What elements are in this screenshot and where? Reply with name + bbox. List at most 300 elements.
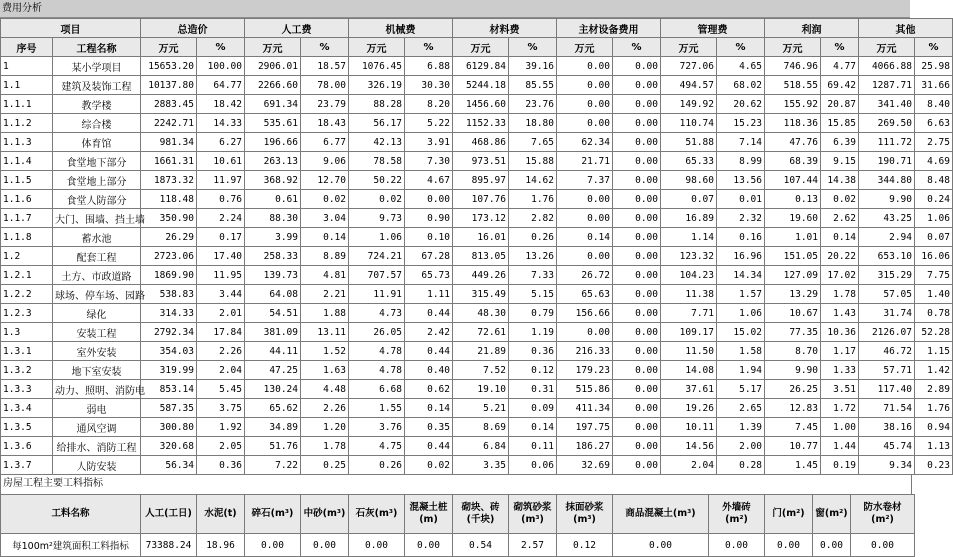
value-cell: 46.72	[859, 342, 915, 361]
value-cell: 18.57	[301, 57, 349, 76]
value-cell: 67.28	[405, 247, 453, 266]
value-cell: 8.70	[765, 342, 821, 361]
value-cell: 151.05	[765, 247, 821, 266]
value-cell: 691.34	[245, 95, 301, 114]
value-cell: 5.21	[453, 399, 509, 418]
value-cell: 4.78	[349, 361, 405, 380]
value-cell: 0.00	[613, 95, 661, 114]
value-cell: 263.13	[245, 152, 301, 171]
value-cell: 4.77	[821, 57, 859, 76]
header-sub-cell: 万元	[245, 38, 301, 57]
project-name: 土方、市政道路	[53, 266, 141, 285]
value-cell: 2.24	[197, 209, 245, 228]
value-cell: 0.44	[405, 304, 453, 323]
value-cell: 535.61	[245, 114, 301, 133]
value-cell: 197.75	[557, 418, 613, 437]
table-row	[1, 266, 953, 285]
material-header-cell: 防水卷材(m²)	[851, 495, 915, 534]
row-number: 1.1.2	[1, 114, 53, 133]
table-row	[1, 304, 953, 323]
row-number: 1.3.7	[1, 456, 53, 475]
value-cell: 5244.18	[453, 76, 509, 95]
value-cell: 320.68	[141, 437, 197, 456]
value-cell: 14.62	[509, 171, 557, 190]
value-cell: 2.00	[717, 437, 765, 456]
value-cell: 16.06	[915, 247, 953, 266]
table-row	[1, 152, 953, 171]
row-number: 1.1.8	[1, 228, 53, 247]
table-row	[1, 57, 953, 76]
value-cell: 18.80	[509, 114, 557, 133]
value-cell: 0.62	[405, 380, 453, 399]
row-number: 1.3.5	[1, 418, 53, 437]
header-group-cell: 管理费	[661, 19, 765, 38]
project-name: 配套工程	[53, 247, 141, 266]
value-cell: 107.44	[765, 171, 821, 190]
value-cell: 14.56	[661, 437, 717, 456]
value-cell: 0.00	[613, 171, 661, 190]
header-sub-cell: %	[301, 38, 349, 57]
material-header-row	[1, 495, 915, 534]
value-cell: 20.87	[821, 95, 859, 114]
value-cell: 0.40	[405, 361, 453, 380]
material-header-cell: 碎石(m³)	[245, 495, 301, 534]
value-cell: 1.00	[821, 418, 859, 437]
project-name: 食堂地上部分	[53, 171, 141, 190]
value-cell: 2.26	[301, 399, 349, 418]
value-cell: 2792.34	[141, 323, 197, 342]
value-cell: 258.33	[245, 247, 301, 266]
value-cell: 15.23	[717, 114, 765, 133]
project-name: 通风空调	[53, 418, 141, 437]
value-cell: 1.39	[717, 418, 765, 437]
value-cell: 71.54	[859, 399, 915, 418]
value-cell: 0.00	[613, 418, 661, 437]
value-cell: 7.30	[405, 152, 453, 171]
value-cell: 56.17	[349, 114, 405, 133]
value-cell: 1.01	[765, 228, 821, 247]
value-cell: 39.16	[509, 57, 557, 76]
row-number: 1	[1, 57, 53, 76]
header-sub-cell: %	[717, 38, 765, 57]
value-cell: 11.97	[197, 171, 245, 190]
value-cell: 32.69	[557, 456, 613, 475]
value-cell: 2.04	[661, 456, 717, 475]
material-value-cell: 73388.24	[141, 534, 197, 557]
value-cell: 0.00	[613, 456, 661, 475]
row-number: 1.1.3	[1, 133, 53, 152]
value-cell: 0.79	[509, 304, 557, 323]
value-cell: 1.20	[301, 418, 349, 437]
value-cell: 1.06	[349, 228, 405, 247]
value-cell: 26.29	[141, 228, 197, 247]
value-cell: 1.45	[765, 456, 821, 475]
value-cell: 18.43	[301, 114, 349, 133]
value-cell: 117.40	[859, 380, 915, 399]
value-cell: 0.10	[405, 228, 453, 247]
value-cell: 0.76	[197, 190, 245, 209]
value-cell: 0.00	[557, 114, 613, 133]
value-cell: 51.76	[245, 437, 301, 456]
value-cell: 1.63	[301, 361, 349, 380]
value-cell: 78.00	[301, 76, 349, 95]
value-cell: 0.00	[613, 209, 661, 228]
value-cell: 1.06	[717, 304, 765, 323]
value-cell: 1.15	[915, 342, 953, 361]
value-cell: 5.45	[197, 380, 245, 399]
value-cell: 354.03	[141, 342, 197, 361]
table-row	[1, 380, 953, 399]
material-header-cell: 混凝土桩(m)	[405, 495, 453, 534]
value-cell: 653.10	[859, 247, 915, 266]
value-cell: 3.99	[245, 228, 301, 247]
table-row	[1, 285, 953, 304]
value-cell: 8.99	[717, 152, 765, 171]
value-cell: 813.05	[453, 247, 509, 266]
material-header-cell: 工料名称	[1, 495, 141, 534]
material-value-cell: 0.00	[405, 534, 453, 557]
value-cell: 0.00	[613, 114, 661, 133]
project-name: 室外安装	[53, 342, 141, 361]
value-cell: 10137.80	[141, 76, 197, 95]
value-cell: 0.00	[613, 266, 661, 285]
table-row	[1, 399, 953, 418]
value-cell: 0.00	[613, 57, 661, 76]
table-row	[1, 418, 953, 437]
material-header-cell: 石灰(m³)	[349, 495, 405, 534]
value-cell: 0.31	[509, 380, 557, 399]
value-cell: 9.06	[301, 152, 349, 171]
value-cell: 319.99	[141, 361, 197, 380]
value-cell: 0.02	[821, 190, 859, 209]
value-cell: 1.58	[717, 342, 765, 361]
value-cell: 7.45	[765, 418, 821, 437]
value-cell: 0.19	[821, 456, 859, 475]
value-cell: 118.36	[765, 114, 821, 133]
value-cell: 26.72	[557, 266, 613, 285]
value-cell: 16.01	[453, 228, 509, 247]
table-row	[1, 437, 953, 456]
value-cell: 23.79	[301, 95, 349, 114]
value-cell: 0.00	[557, 76, 613, 95]
value-cell: 2.42	[405, 323, 453, 342]
value-cell: 341.40	[859, 95, 915, 114]
value-cell: 1.06	[915, 209, 953, 228]
value-cell: 0.36	[509, 342, 557, 361]
value-cell: 52.28	[915, 323, 953, 342]
value-cell: 0.02	[301, 190, 349, 209]
value-cell: 6.27	[197, 133, 245, 152]
table-row	[1, 171, 953, 190]
value-cell: 0.09	[509, 399, 557, 418]
value-cell: 0.44	[405, 342, 453, 361]
value-cell: 38.16	[859, 418, 915, 437]
value-cell: 16.96	[717, 247, 765, 266]
value-cell: 8.69	[453, 418, 509, 437]
value-cell: 20.62	[717, 95, 765, 114]
value-cell: 9.73	[349, 209, 405, 228]
value-cell: 1.19	[509, 323, 557, 342]
value-cell: 17.84	[197, 323, 245, 342]
value-cell: 37.61	[661, 380, 717, 399]
header-sub-cell: 万元	[859, 38, 915, 57]
value-cell: 2.75	[915, 133, 953, 152]
table-row	[1, 456, 953, 475]
value-cell: 26.05	[349, 323, 405, 342]
header-group-cell: 总造价	[141, 19, 245, 38]
value-cell: 0.14	[557, 228, 613, 247]
value-cell: 6.88	[405, 57, 453, 76]
value-cell: 65.62	[245, 399, 301, 418]
value-cell: 8.48	[915, 171, 953, 190]
row-number: 1.1.7	[1, 209, 53, 228]
value-cell: 14.34	[717, 266, 765, 285]
header-sub-cell: %	[197, 38, 245, 57]
value-cell: 3.91	[405, 133, 453, 152]
value-cell: 6.68	[349, 380, 405, 399]
value-cell: 3.44	[197, 285, 245, 304]
header-sub-cell: 万元	[557, 38, 613, 57]
value-cell: 10.11	[661, 418, 717, 437]
value-cell: 51.88	[661, 133, 717, 152]
value-cell: 48.30	[453, 304, 509, 323]
value-cell: 0.00	[613, 247, 661, 266]
row-number: 1.2	[1, 247, 53, 266]
row-number: 1.3.4	[1, 399, 53, 418]
value-cell: 0.00	[613, 152, 661, 171]
value-cell: 314.33	[141, 304, 197, 323]
material-header-cell: 人工(工日)	[141, 495, 197, 534]
row-number: 1.2.3	[1, 304, 53, 323]
value-cell: 326.19	[349, 76, 405, 95]
value-cell: 13.29	[765, 285, 821, 304]
value-cell: 0.14	[821, 228, 859, 247]
material-value-cell: 18.96	[197, 534, 245, 557]
value-cell: 3.04	[301, 209, 349, 228]
value-cell: 10.67	[765, 304, 821, 323]
value-cell: 68.39	[765, 152, 821, 171]
value-cell: 12.83	[765, 399, 821, 418]
value-cell: 3.75	[197, 399, 245, 418]
value-cell: 77.35	[765, 323, 821, 342]
value-cell: 1456.60	[453, 95, 509, 114]
value-cell: 12.70	[301, 171, 349, 190]
value-cell: 31.66	[915, 76, 953, 95]
window-title: 费用分析	[0, 0, 910, 18]
value-cell: 72.61	[453, 323, 509, 342]
value-cell: 23.76	[509, 95, 557, 114]
row-number: 1.3.1	[1, 342, 53, 361]
value-cell: 315.29	[859, 266, 915, 285]
table-row	[1, 133, 953, 152]
header-sub-cell: %	[509, 38, 557, 57]
value-cell: 0.00	[613, 380, 661, 399]
value-cell: 6129.84	[453, 57, 509, 76]
value-cell: 4.81	[301, 266, 349, 285]
value-cell: 4.78	[349, 342, 405, 361]
value-cell: 45.74	[859, 437, 915, 456]
value-cell: 17.40	[197, 247, 245, 266]
value-cell: 4.75	[349, 437, 405, 456]
material-value-cell: 0.00	[613, 534, 709, 557]
value-cell: 350.90	[141, 209, 197, 228]
value-cell: 98.60	[661, 171, 717, 190]
value-cell: 18.42	[197, 95, 245, 114]
value-cell: 0.00	[613, 190, 661, 209]
row-number: 1.1.6	[1, 190, 53, 209]
value-cell: 0.00	[557, 247, 613, 266]
value-cell: 11.95	[197, 266, 245, 285]
value-cell: 0.07	[915, 228, 953, 247]
material-value-cell: 0.00	[851, 534, 915, 557]
value-cell: 3.35	[453, 456, 509, 475]
value-cell: 3.76	[349, 418, 405, 437]
value-cell: 2.32	[717, 209, 765, 228]
value-cell: 1152.33	[453, 114, 509, 133]
value-cell: 14.33	[197, 114, 245, 133]
value-cell: 0.36	[197, 456, 245, 475]
value-cell: 2242.71	[141, 114, 197, 133]
value-cell: 0.90	[405, 209, 453, 228]
value-cell: 0.11	[509, 437, 557, 456]
value-cell: 20.22	[821, 247, 859, 266]
value-cell: 149.92	[661, 95, 717, 114]
row-number: 1.1	[1, 76, 53, 95]
material-header-cell: 砌筑砂浆(m³)	[509, 495, 557, 534]
value-cell: 4.73	[349, 304, 405, 323]
header-group-cell: 其他	[859, 19, 953, 38]
value-cell: 109.17	[661, 323, 717, 342]
value-cell: 4.67	[405, 171, 453, 190]
value-cell: 196.66	[245, 133, 301, 152]
value-cell: 0.02	[349, 190, 405, 209]
header-group-cell: 机械费	[349, 19, 453, 38]
header-sub-cell: %	[915, 38, 953, 57]
value-cell: 2.21	[301, 285, 349, 304]
header-sub-cell: 万元	[141, 38, 197, 57]
value-cell: 1.72	[821, 399, 859, 418]
project-name: 动力、照明、消防电	[53, 380, 141, 399]
value-cell: 2.89	[915, 380, 953, 399]
value-cell: 50.22	[349, 171, 405, 190]
value-cell: 110.74	[661, 114, 717, 133]
value-cell: 216.33	[557, 342, 613, 361]
value-cell: 14.38	[821, 171, 859, 190]
value-cell: 7.52	[453, 361, 509, 380]
material-value-cell: 0.00	[813, 534, 851, 557]
value-cell: 1.17	[821, 342, 859, 361]
value-cell: 13.11	[301, 323, 349, 342]
value-cell: 88.28	[349, 95, 405, 114]
material-value-cell: 0.00	[765, 534, 813, 557]
value-cell: 0.00	[613, 133, 661, 152]
value-cell: 104.23	[661, 266, 717, 285]
value-cell: 47.25	[245, 361, 301, 380]
value-cell: 19.26	[661, 399, 717, 418]
value-cell: 7.22	[245, 456, 301, 475]
value-cell: 0.00	[613, 76, 661, 95]
value-cell: 64.08	[245, 285, 301, 304]
value-cell: 34.89	[245, 418, 301, 437]
project-name: 食堂地下部分	[53, 152, 141, 171]
value-cell: 2723.06	[141, 247, 197, 266]
value-cell: 186.27	[557, 437, 613, 456]
value-cell: 1661.31	[141, 152, 197, 171]
value-cell: 0.02	[405, 456, 453, 475]
value-cell: 0.14	[301, 228, 349, 247]
project-name: 弱电	[53, 399, 141, 418]
value-cell: 88.30	[245, 209, 301, 228]
value-cell: 179.23	[557, 361, 613, 380]
value-cell: 2.05	[197, 437, 245, 456]
value-cell: 64.77	[197, 76, 245, 95]
value-cell: 9.34	[859, 456, 915, 475]
value-cell: 1.78	[821, 285, 859, 304]
value-cell: 127.09	[765, 266, 821, 285]
value-cell: 1.76	[915, 399, 953, 418]
value-cell: 1869.90	[141, 266, 197, 285]
value-cell: 15653.20	[141, 57, 197, 76]
project-name: 教学楼	[53, 95, 141, 114]
value-cell: 65.63	[557, 285, 613, 304]
value-cell: 0.94	[915, 418, 953, 437]
value-cell: 13.56	[717, 171, 765, 190]
project-name: 安装工程	[53, 323, 141, 342]
value-cell: 11.91	[349, 285, 405, 304]
table-row	[1, 247, 953, 266]
material-header-cell: 水泥(t)	[197, 495, 245, 534]
table-row	[1, 76, 953, 95]
value-cell: 0.61	[245, 190, 301, 209]
value-cell: 2.62	[821, 209, 859, 228]
value-cell: 0.14	[509, 418, 557, 437]
value-cell: 0.00	[557, 57, 613, 76]
value-cell: 344.80	[859, 171, 915, 190]
value-cell: 4.65	[717, 57, 765, 76]
value-cell: 8.89	[301, 247, 349, 266]
material-value-cell: 0.00	[349, 534, 405, 557]
material-header-cell: 窗(m²)	[813, 495, 851, 534]
material-header-cell: 商品混凝土(m³)	[613, 495, 709, 534]
value-cell: 587.35	[141, 399, 197, 418]
value-cell: 1.57	[717, 285, 765, 304]
value-cell: 2.94	[859, 228, 915, 247]
value-cell: 0.26	[509, 228, 557, 247]
value-cell: 0.14	[405, 399, 453, 418]
value-cell: 973.51	[453, 152, 509, 171]
value-cell: 0.01	[717, 190, 765, 209]
material-header-cell: 门(m²)	[765, 495, 813, 534]
table-row	[1, 95, 953, 114]
value-cell: 107.76	[453, 190, 509, 209]
value-cell: 173.12	[453, 209, 509, 228]
material-value-cell: 0.54	[453, 534, 509, 557]
header-sub-cell: 序号	[1, 38, 53, 57]
project-name: 大门、围墙、挡土墙	[53, 209, 141, 228]
row-number: 1.3.2	[1, 361, 53, 380]
value-cell: 19.10	[453, 380, 509, 399]
material-header-cell: 抹面砂浆(m³)	[557, 495, 613, 534]
material-value-cell: 0.00	[301, 534, 349, 557]
value-cell: 0.00	[613, 285, 661, 304]
value-cell: 1.55	[349, 399, 405, 418]
value-cell: 21.89	[453, 342, 509, 361]
value-cell: 15.02	[717, 323, 765, 342]
header-sub-cell: 万元	[453, 38, 509, 57]
value-cell: 381.09	[245, 323, 301, 342]
value-cell: 47.76	[765, 133, 821, 152]
row-number: 1.1.4	[1, 152, 53, 171]
